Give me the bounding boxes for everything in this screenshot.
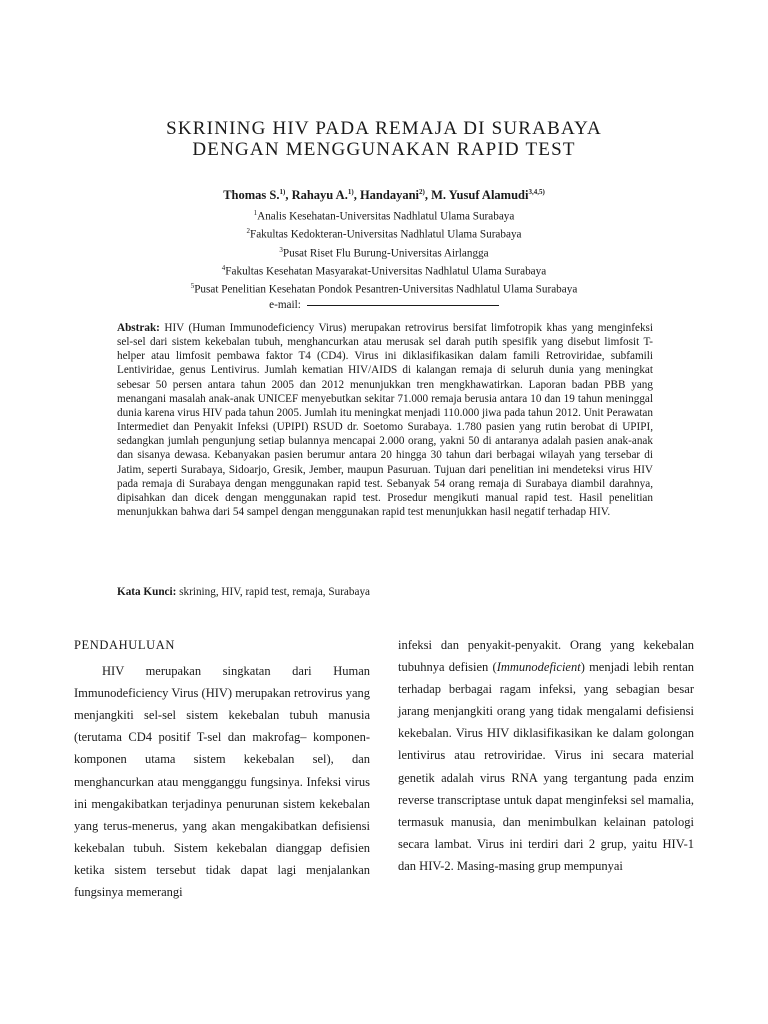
affiliation-item: $^4$Fakultas Kesehatan Masyarakat-Universitas Nadhlatul Ulama Surabaya [221, 263, 547, 278]
keywords-label: Kata Kunci: [117, 586, 177, 598]
section-heading: PENDAHULUAN [74, 638, 176, 652]
affiliation-item: $^2$Fakultas Kedokteran-Universitas Nadhlatul Ulama Surabaya [246, 227, 522, 242]
affiliation-item: $^3$Pusat Riset Flu Burung-Universitas Airlangga [279, 245, 489, 260]
right-column [398, 634, 694, 877]
author-name: M. Yusuf Alamudi [431, 188, 529, 203]
left-column [74, 634, 370, 903]
title-line-2: DENGAN MENGGUNAKAN RAPID TEST [192, 139, 576, 160]
author-name: Rahayu A. [291, 188, 348, 203]
affiliation-list [84, 206, 684, 312]
paper-title [120, 118, 648, 160]
abstract-text: HIV (Human Immunodeficiency Virus) merupakan retrovirus bersifat limfotropik khas yang menginfeksi sel-sel dari sistem kekebalan tubuh, menghancurkan atau merusak sel darah putih spesifik yang disebut limfosit T-helper atau limfosit pembawa faktor T4 (CD4). Virus ini diklasifikasikan dalam famili Retroviridae, subfamili Lentiviridae, genus Lentivirus. Jumlah kematian HIV/AIDS di kalangan remaja di seluruh dunia yang meningkat sebesar 50 persen antara tahun 2005 dan 2012 menunjukkan tren mengkhawatirkan. Laporan badan PBB yang menangani masalah anak-anak UNICEF menyebutkan sekitar 71.000 remaja berusia antara 10 dan 19 tahun meninggal dunia karena virus HIV pada tahun 2005. Jumlah itu meningkat menjadi 110.000 jiwa pada tahun 2012. Unit Perawatan Intermediet dan Penyakit Infeksi (UPIPI) RSUD dr. Soetomo Surabaya. 1.780 pasien yang rutin berobat di UPIPI, sedangkan jumlah pengunjung setiap bulannya mencapai 2.000 orang, yakni 50 di antaranya adalah pasien anak-anak dan sisanya dewasa. Kebanyakan pasien berumur antara 20 hingga 30 tahun dari berbagai wilayah yang tersebar di Jatim, seperti Surabaya, Sidoarjo, Gresik, Jember, maupun Pasuruan. Tujuan dari penelitian ini mendeteksi virus HIV pada remaja di Surabaya dengan menggunakan rapid test. Sebanyak 54 orang remaja di Surabaya diambil darahnya, dipisahkan dan dicek dengan menggunakan rapid test. Prosedur mengikuti manual rapid test. Hasil penelitian menunjukkan bahwa dari 54 sampel dengan menggunakan rapid test menunjukkan hasil negatif terhadap HIV. [117, 322, 653, 519]
keywords-text: skrining, HIV, rapid test, remaja, Surabaya [179, 586, 371, 598]
email-line [84, 298, 684, 313]
author-list: Thomas S.$^{1)}$, Rahayu A.$^{1)}$, Handayani$^{2)}$, M. Yusuf Alamudi$^{3,4,5)}$ [223, 188, 545, 203]
author-superscript: 3,4,5) [528, 188, 545, 196]
keywords [117, 586, 653, 598]
affiliation-item: $^5$Pusat Penelitian Kesehatan Pondok Pesantren-Universitas Nadhlatul Ulama Surabaya [190, 282, 578, 297]
title-line-1: SKRINING HIV PADA REMAJA DI SURABAYA [166, 118, 602, 139]
body-paragraph: HIV merupakan singkatan dari Human Immunodeficiency Virus (HIV) merupakan retrovirus yang menjangkiti sel-sel sistem kekebalan tubuh manusia (terutama CD4 positif T-sel dan makrofag– komponen-komponen utama sistem kekebalan sel), dan menghancurkan atau mengganggu fungsinya. Infeksi virus ini mengakibatkan terjadinya penurunan sistem kekebalan yang terus-menerus, yang akan mengakibatkan defisiensi kekebalan tubuh. Sistem kekebalan dianggap defisien ketika sistem tersebut tidak dapat lagi menjalankan fungsinya memerangi [74, 664, 370, 900]
email-blank-line [307, 305, 499, 306]
author-name: Handayani [359, 188, 419, 203]
affiliation-item: $^1$Analis Kesehatan-Universitas Nadhlatul Ulama Surabaya [253, 209, 515, 223]
abstract-label: Abstrak: [117, 322, 160, 334]
author-superscript: 1) [279, 188, 286, 196]
italic-term: Immunodeficient [496, 660, 581, 675]
abstract [117, 321, 653, 519]
email-label: e-mail: [269, 298, 301, 311]
author-superscript: 2) [419, 188, 425, 196]
author-superscript: 1) [347, 188, 354, 196]
body-paragraph: infeksi dan penyakit-penyakit. Orang yang kekebalan tubuhnya defisien (Immunodeficient) menjadi lebih rentan terhadap berbagai ragam infeksi, yang sebagian besar jarang menjangkiti orang yang tidak mengalami defisiensi kekebalan. Virus HIV diklasifikasikan ke dalam golongan lentivirus atau retroviridae. Virus ini secara material genetik adalah virus RNA yang tergantung pada enzim reverse transcriptase untuk dapat menginfeksi sel mamalia, termasuk manusia, dan menimbulkan kelainan patologi secara lambat. Virus ini terdiri dari 2 grup, yaitu HIV-1 dan HIV-2. Masing-masing grup mempunyai [398, 638, 694, 873]
author-name: Thomas S. [223, 188, 280, 203]
